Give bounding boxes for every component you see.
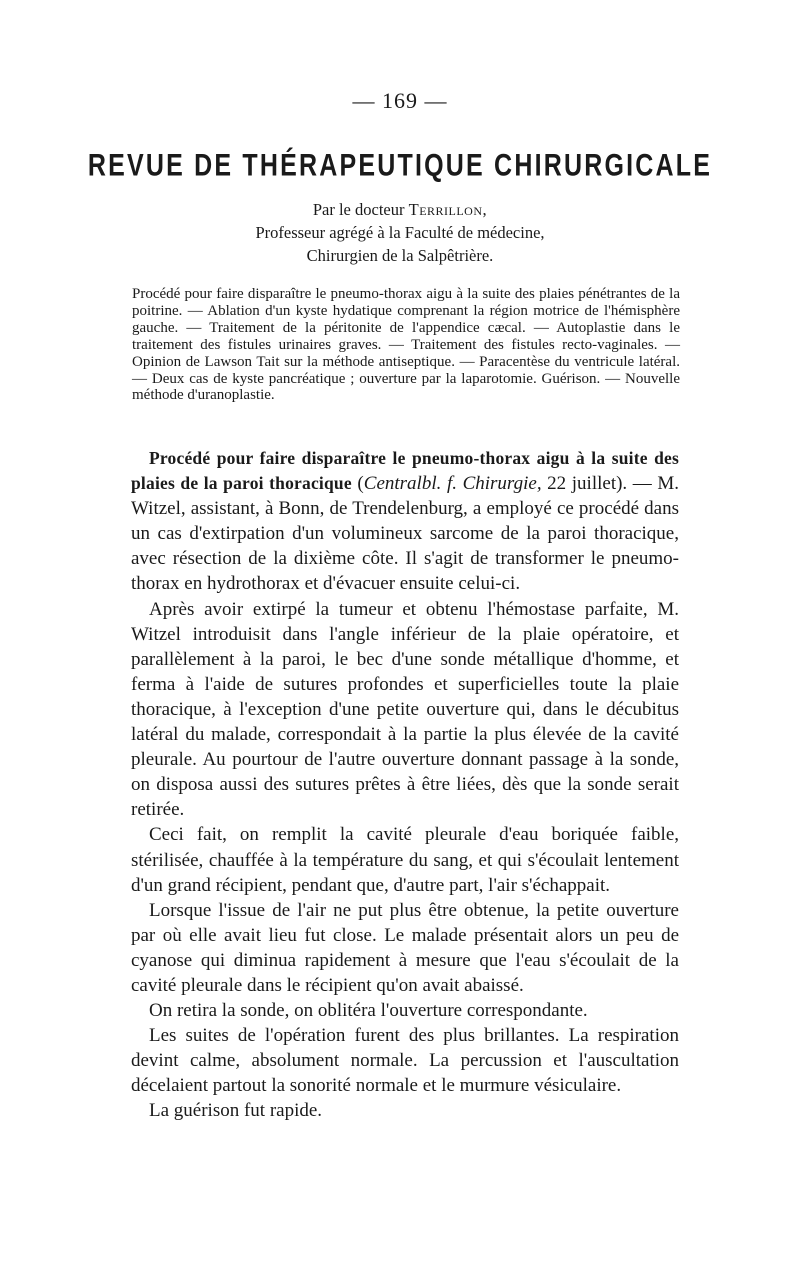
source-citation: Centralbl. f. Chirurgie, bbox=[363, 473, 542, 495]
article-body bbox=[131, 446, 679, 1124]
body-paragraph: Lorsque l'issue de l'air ne put plus être obtenue, la petite ouverture par où elle avait lieu fut close. Le malade présentait alors un peu de cyanose qui diminua rapidement à mesure que l'eau s'écoulait de la cavité pleurale dans le récipient qu'on avait abaissé. bbox=[131, 899, 679, 996]
author-affiliation: Chirurgien de la Salpêtrière. bbox=[306, 246, 494, 265]
body-paragraph: La guérison fut rapide. bbox=[149, 1100, 323, 1122]
lead-text: 22 juillet). — M. Witzel, assistant, à Bonn, de Trendelenburg, a employé ce procédé dans un cas d'extirpation d'un volumineux sarcome de la paroi thoracique, avec résection de la dixième côte. Il s'agit de transformer le pneumo-thorax en hydrothorax et d'évacuer ensuite celui-ci. bbox=[131, 473, 680, 595]
contents-summary: Procédé pour faire disparaître le pneumo-thorax aigu à la suite des plaies pénétrantes de la poitrine. — Ablation d'un kyste hydatique comprenant la région motrice de l'hémisphère gauche. — Traitement de la péritonite de l'appendice cæcal. — Autoplastie dans le traitement des fistules urinaires graves. — Traitement des fistules recto-vaginales. — Opinion de Lawson Tait sur la méthode antiseptique. — Paracentèse du ventricule latéral. — Deux cas de kyste pancréatique ; ouverture par la laparotomie. Guérison. — Nouvelle méthode d'uranoplastie. bbox=[132, 286, 680, 404]
author-name: Terrillon, bbox=[408, 200, 488, 219]
author-prefix: Par le docteur bbox=[312, 200, 409, 219]
author-line bbox=[0, 198, 800, 221]
body-paragraph: Après avoir extirpé la tumeur et obtenu l'hémostase parfaite, M. Witzel introduisit dans l'angle inférieur de la plaie opératoire, et parallèlement à la paroi, le bec d'une sonde métallique d'homme, et ferma à l'aide de sutures profondes et superficielles toute la plaie thoracique, à l'exception d'une petite ouverture qui, dans le décubitus latéral du malade, correspondait à la partie la plus élevée de la cavité pleurale. Au pourtour de l'autre ouverture donnant passage à la sonde, on disposa aussi des sutures prêtes à être liées, dès que la sonde serait retirée. bbox=[131, 598, 679, 821]
page-number: — 169 — bbox=[352, 88, 448, 113]
article-lead-paragraph bbox=[131, 446, 679, 597]
author-title: Professeur agrégé à la Faculté de médecine, bbox=[255, 223, 545, 242]
section-title: REVUE DE THÉRAPEUTIQUE CHIRURGICALE bbox=[87, 148, 713, 183]
source-open: ( bbox=[351, 473, 364, 495]
body-paragraph: On retira la sonde, on oblitéra l'ouverture correspondante. bbox=[149, 1000, 588, 1022]
body-paragraph: Les suites de l'opération furent des plus brillantes. La respiration devint calme, absolument normale. La percussion et l'auscultation décelaient partout la sonorité normale et le murmure vésiculaire. bbox=[131, 1025, 679, 1097]
article-heading: Procédé pour faire disparaître le pneumo-thorax aigu à la suite des plaies de la paroi thoracique bbox=[131, 448, 679, 494]
body-paragraph: Ceci fait, on remplit la cavité pleurale d'eau boriquée faible, stérilisée, chauffée à la température du sang, et qui s'écoulait lentement d'un grand récipient, pendant que, d'autre part, l'air s'échappait. bbox=[131, 824, 679, 896]
author-block bbox=[0, 198, 800, 267]
